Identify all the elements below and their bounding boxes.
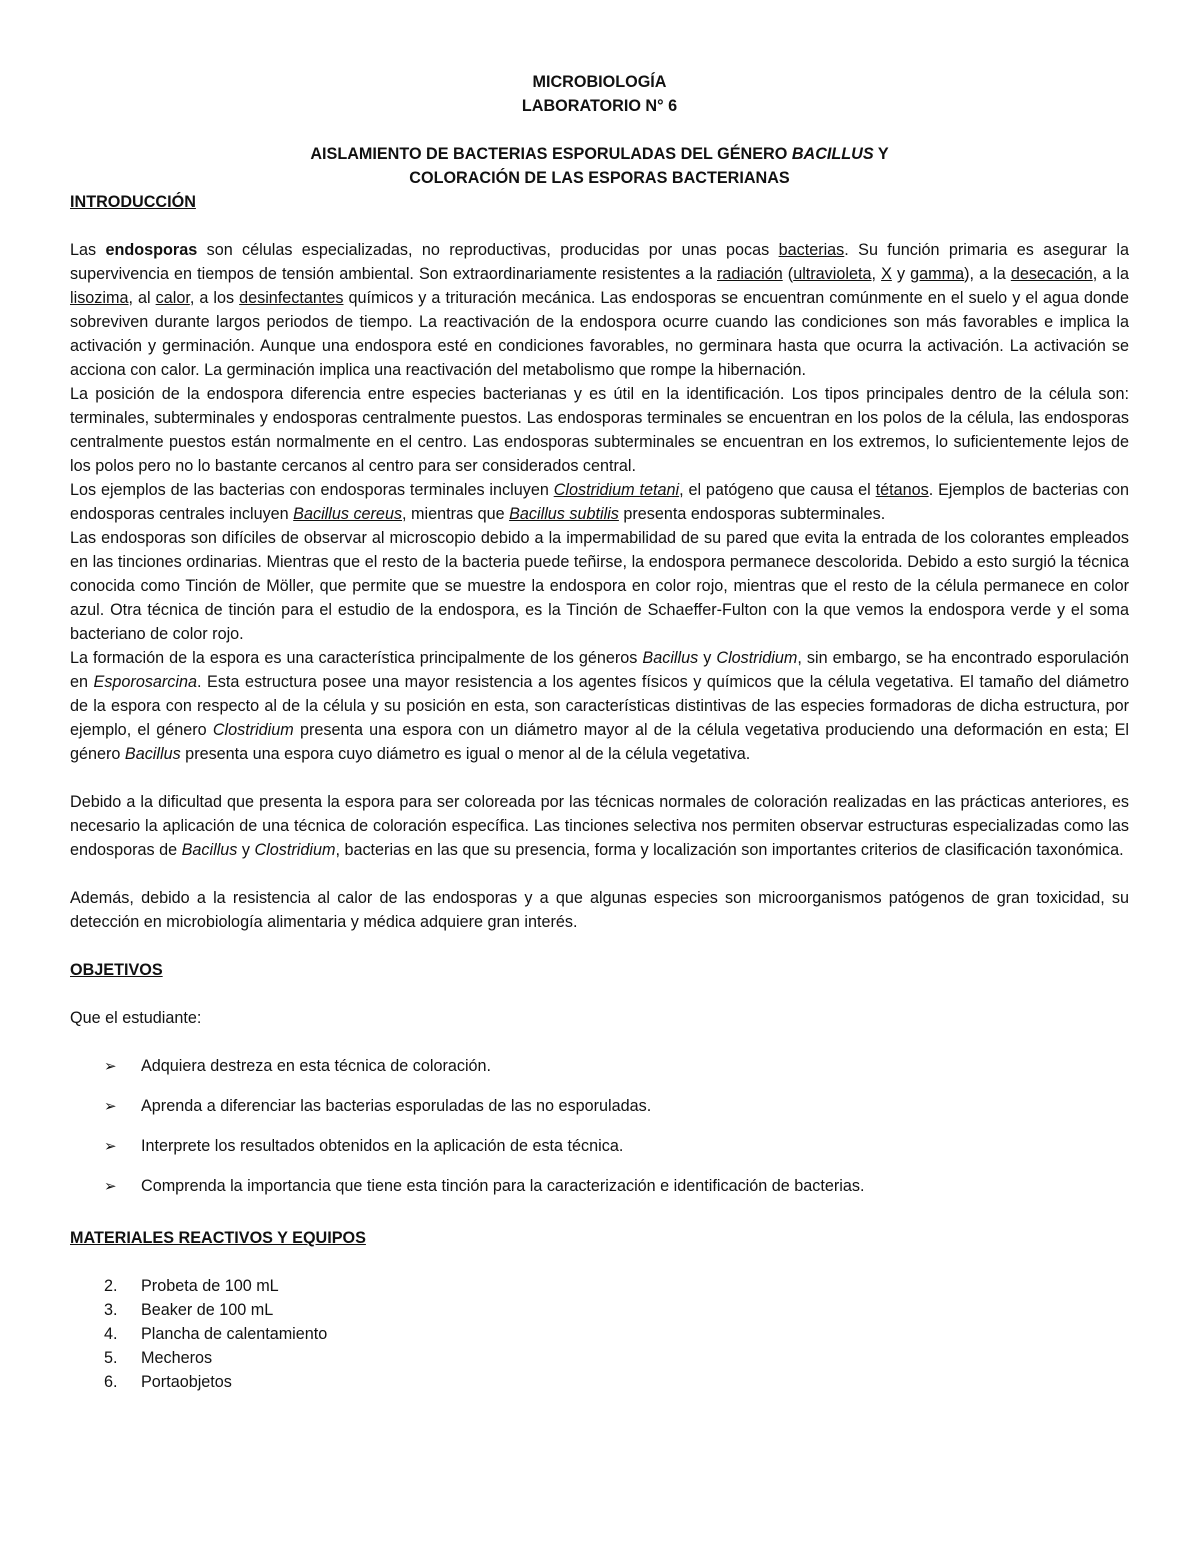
italic-genus: Clostridium (716, 649, 798, 667)
section-heading-materiales: MATERIALES REACTIVOS Y EQUIPOS (70, 1229, 366, 1247)
list-item-text: Beaker de 100 mL (141, 1301, 274, 1319)
objetivos-list (70, 1054, 1129, 1198)
section-heading-objetivos: OBJETIVOS (70, 961, 163, 979)
link-ultravioleta[interactable]: ultravioleta (793, 265, 872, 283)
spacer (70, 982, 1129, 1006)
text: , bacterias en las que su presencia, forma y localización son importantes criterios de clasificación taxonómica. (335, 841, 1124, 859)
spacer (70, 1030, 1129, 1054)
list-item-text: Mecheros (141, 1349, 213, 1367)
title-text-end: Y (873, 145, 889, 163)
text: Debido a la dificultad que presenta la espora para ser coloreada por las técnicas normales de coloración realizadas en las prácticas anteriores, es necesario la aplicación de una técnica de coloración específica. Las tinciones selectiva nos permiten observar estructuras especializadas como las endosporas de (70, 793, 1129, 859)
list-item (70, 1174, 1129, 1198)
link-desecacion[interactable]: desecación (1010, 265, 1093, 283)
course-title: MICROBIOLOGÍA (532, 73, 667, 91)
spacer (70, 766, 1129, 790)
text: ), a la (964, 265, 1011, 283)
list-number: 4. (104, 1325, 118, 1343)
title-text: AISLAMIENTO DE BACTERIAS ESPORULADAS DEL GÉNERO (310, 145, 792, 163)
text: presenta una espora con un diámetro mayor al de la célula vegetativa produciendo una deformación en esta; El género (70, 721, 1130, 763)
text: y (698, 649, 717, 667)
link-radiacion[interactable]: radiación (717, 265, 783, 283)
text: . Ejemplos de bacterias con endosporas centrales incluyen (70, 481, 1129, 523)
list-item (70, 1370, 1129, 1394)
spacer (70, 1250, 1129, 1274)
list-item (70, 1322, 1129, 1346)
list-number: 3. (104, 1301, 118, 1319)
list-item (70, 1298, 1129, 1322)
list-item-text: Portaobjetos (141, 1373, 232, 1391)
title-italic-genus: BACILLUS (791, 145, 874, 163)
spacer (70, 214, 1129, 238)
list-item (70, 1274, 1129, 1298)
arrow-bullet-icon: ➢ (104, 1137, 117, 1155)
spacer (70, 862, 1129, 886)
intro-paragraph-3 (70, 478, 1129, 526)
text: , a los (189, 289, 240, 307)
intro-paragraph-7: Además, debido a la resistencia al calor de las endosporas y a que algunas especies son microorganismos patógenos de gran toxicidad, su detección en microbiología alimentaria y médica adquiere gran interés. (70, 889, 1129, 931)
text: , sin embargo, se ha encontrado esporulación en (70, 649, 1130, 691)
text: , el patógeno que causa el (679, 481, 876, 499)
list-item-text: Plancha de calentamiento (141, 1325, 328, 1343)
list-item-text: Probeta de 100 mL (141, 1277, 279, 1295)
objetivos-lead: Que el estudiante: (70, 1009, 202, 1027)
text: . Esta estructura posee una mayor resistencia a los agentes físicos y químicos que la célula vegetativa. El tamaño del diámetro de la espora con respecto al de la célula y su posición en esta, son características distintivas de las especies formadoras de dicha estructura, por ejemplo, el género (70, 673, 1129, 739)
text: son células especializadas, no reproductivas, producidas por unas pocas (197, 241, 779, 259)
arrow-bullet-icon: ➢ (104, 1177, 117, 1195)
link-bacillus-subtilis[interactable]: Bacillus subtilis (509, 505, 619, 523)
text: , mientras que (402, 505, 510, 523)
document-page (70, 70, 1129, 1394)
text: y (891, 265, 911, 283)
intro-paragraph-4: Las endosporas son difíciles de observar al microscopio debido a la impermabilidad de su pared que evita la entrada de los colorantes empleados en las tinciones ordinarias. Mientras que el resto de la bacteria puede teñirse, la endospora permanece descolorida. Debido a esto surgió la técnica conocida como Tinción de Möller, que permite que se muestre la endospora en color rojo, mientras que el resto de la célula permanece en color azul. Otra técnica de tinción para el estudio de la endospora, es la Tinción de Schaeffer-Fulton con la que vemos la endospora verde y el soma bacteriano de color rojo. (70, 529, 1129, 643)
list-number: 2. (104, 1277, 118, 1295)
text: presenta endosporas subterminales. (618, 505, 886, 523)
text: , (871, 265, 882, 283)
text: , a la (1092, 265, 1129, 283)
italic-genus: Bacillus (642, 649, 699, 667)
section-heading-introduccion: INTRODUCCIÓN (70, 193, 196, 211)
link-desinfectantes[interactable]: desinfectantes (239, 289, 344, 307)
italic-genus: Clostridium (254, 841, 336, 859)
text: y (237, 841, 255, 859)
link-calor[interactable]: calor (155, 289, 190, 307)
italic-genus: Clostridium (212, 721, 294, 739)
link-clostridium-tetani[interactable]: Clostridium tetani (553, 481, 680, 499)
text: Los ejemplos de las bacterias con endosporas terminales incluyen (70, 481, 554, 499)
text: químicos y a trituración mecánica. Las endosporas se encuentran comúnmente en el suelo y el agua donde sobreviven durante largos periodos de tiempo. La reactivación de la endospora ocurre cuando las condiciones son más favorables e implica la activación y germinación. Aunque una endospora esté en condiciones favorables, no germinara hasta que ocurra la activación. La activación se acciona con calor. La germinación implica una reactivación del metabolismo que rompe la hibernación. (70, 289, 1129, 379)
arrow-bullet-icon: ➢ (104, 1097, 117, 1115)
list-item-text: Adquiera destreza en esta técnica de coloración. (141, 1057, 492, 1075)
text: ( (782, 265, 794, 283)
bold-term: endosporas (105, 241, 198, 259)
text: . Su función primaria es asegurar la supervivencia en tiempos de tensión ambiental. Son extraordinariamente resistentes a la (70, 241, 1130, 283)
intro-paragraph-5 (70, 646, 1129, 766)
list-item-text: Comprenda la importancia que tiene esta tinción para la caracterización e identificación de bacterias. (141, 1177, 865, 1195)
list-item-text: Interprete los resultados obtenidos en la aplicación de esta técnica. (141, 1137, 624, 1155)
italic-genus: Bacillus (181, 841, 238, 859)
text: presenta una espora cuyo diámetro es igual o menor al de la célula vegetativa. (180, 745, 751, 763)
materiales-list (70, 1274, 1129, 1394)
italic-genus: Esporosarcina (93, 673, 198, 691)
list-item (70, 1346, 1129, 1370)
spacer (70, 1214, 1129, 1226)
intro-paragraph-2: La posición de la endospora diferencia entre especies bacterianas y es útil en la identificación. Los tipos principales dentro de la célula son: terminales, subterminales y endosporas centralmente puestos. Las endosporas terminales se encuentran en los polos de la célula, las endosporas centralmente puestos están normalmente en el centro. Las endosporas subterminales se encuentran en los extremos, lo suficientemente lejos de los polos pero no lo bastante cercanos al centro para ser considerados central. (70, 385, 1129, 475)
list-number: 5. (104, 1349, 118, 1367)
text: La formación de la espora es una característica principalmente de los géneros (70, 649, 643, 667)
link-bacillus-cereus[interactable]: Bacillus cereus (293, 505, 403, 523)
link-tetanos[interactable]: tétanos (875, 481, 929, 499)
intro-paragraph-6 (70, 790, 1129, 862)
lab-number: LABORATORIO N° 6 (521, 97, 678, 115)
link-x[interactable]: X (881, 265, 892, 283)
list-item (70, 1134, 1129, 1158)
list-item (70, 1094, 1129, 1118)
text: , al (128, 289, 156, 307)
spacer (70, 934, 1129, 958)
link-lisozima[interactable]: lisozima (70, 289, 129, 307)
link-bacterias[interactable]: bacterias (778, 241, 845, 259)
list-item-text: Aprenda a diferenciar las bacterias esporuladas de las no esporuladas. (141, 1097, 652, 1115)
list-item (70, 1054, 1129, 1078)
intro-paragraph-1 (70, 238, 1129, 382)
document-title-line2: COLORACIÓN DE LAS ESPORAS BACTERIANAS (409, 169, 790, 187)
document-title-line1 (70, 142, 1129, 166)
list-number: 6. (104, 1373, 118, 1391)
italic-genus: Bacillus (124, 745, 181, 763)
link-gamma[interactable]: gamma (910, 265, 965, 283)
text: Las (70, 241, 106, 259)
arrow-bullet-icon: ➢ (104, 1057, 117, 1075)
